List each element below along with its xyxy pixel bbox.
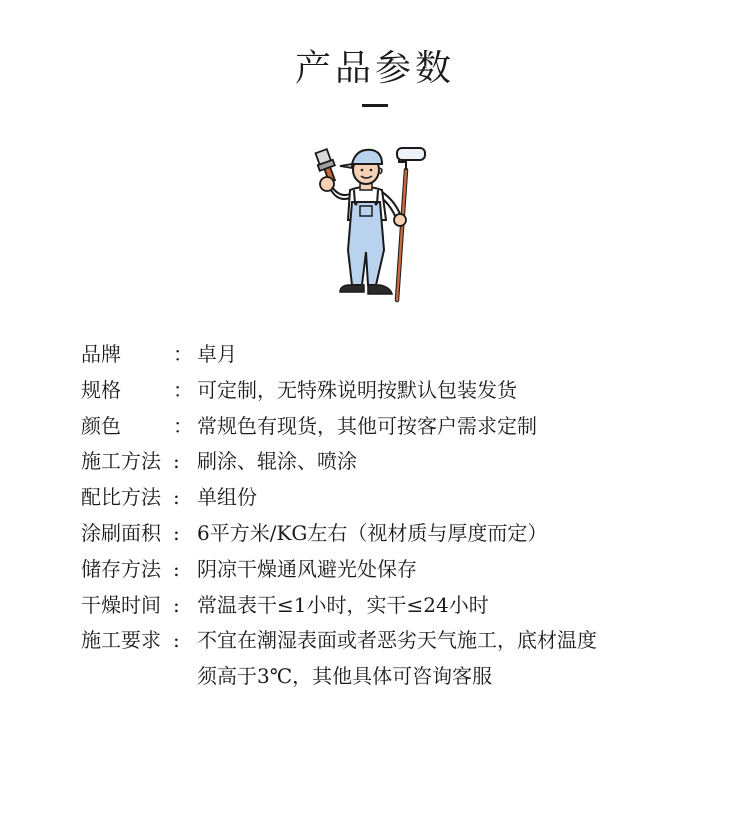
param-row-requirements bbox=[81, 623, 721, 659]
param-label: 品牌 bbox=[81, 342, 121, 366]
param-row-storage bbox=[81, 552, 721, 588]
param-colon: : bbox=[173, 520, 180, 545]
param-colon: ： bbox=[173, 413, 193, 438]
param-colon: : bbox=[173, 449, 180, 474]
param-label: 施工方法 bbox=[81, 449, 161, 474]
param-label: 颜色 bbox=[81, 413, 121, 438]
param-colon: ： bbox=[173, 377, 193, 402]
param-label: 规格 bbox=[81, 377, 121, 402]
param-label: 储存方法 bbox=[81, 556, 161, 581]
param-value: 刷涂、辊涂、喷涂 bbox=[197, 449, 357, 474]
param-colon: : bbox=[173, 628, 180, 653]
page-title: 产品参数 bbox=[294, 48, 455, 89]
param-value: 不宜在潮湿表面或者恶劣天气施工，底材温度 bbox=[197, 628, 597, 653]
param-row-color bbox=[81, 409, 721, 445]
title-underline bbox=[362, 104, 388, 107]
param-value: 常温表干≤1小时，实干≤24小时 bbox=[197, 592, 489, 617]
param-row-brand bbox=[81, 337, 721, 373]
param-value: 6平方米/KG左右（视材质与厚度而定） bbox=[197, 520, 548, 545]
param-value: 卓月 bbox=[197, 342, 237, 366]
param-row-spec bbox=[81, 373, 721, 409]
param-value: 须高于3℃，其他具体可咨询客服 bbox=[197, 664, 493, 689]
param-value: 单组份 bbox=[197, 485, 257, 510]
param-row-method bbox=[81, 444, 721, 480]
param-label: 涂刷面积 bbox=[81, 520, 161, 545]
painter-with-roller-icon bbox=[300, 140, 430, 305]
param-value: 阴凉干燥通风避光处保存 bbox=[197, 556, 417, 581]
param-value: 可定制，无特殊说明按默认包装发货 bbox=[197, 377, 517, 402]
product-params-list bbox=[81, 337, 721, 695]
param-label: 配比方法 bbox=[81, 485, 161, 510]
param-value: 常规色有现货，其他可按客户需求定制 bbox=[197, 413, 537, 438]
param-label: 施工要求 bbox=[81, 628, 161, 653]
param-colon: : bbox=[173, 485, 180, 510]
param-row-drying bbox=[81, 588, 721, 624]
param-colon: : bbox=[173, 556, 180, 581]
param-label: 干燥时间 bbox=[81, 592, 161, 617]
param-row-ratio bbox=[81, 480, 721, 516]
param-colon: ： bbox=[173, 342, 193, 366]
param-row-requirements-continued bbox=[81, 659, 721, 695]
param-colon: : bbox=[173, 592, 180, 617]
param-row-coverage bbox=[81, 516, 721, 552]
